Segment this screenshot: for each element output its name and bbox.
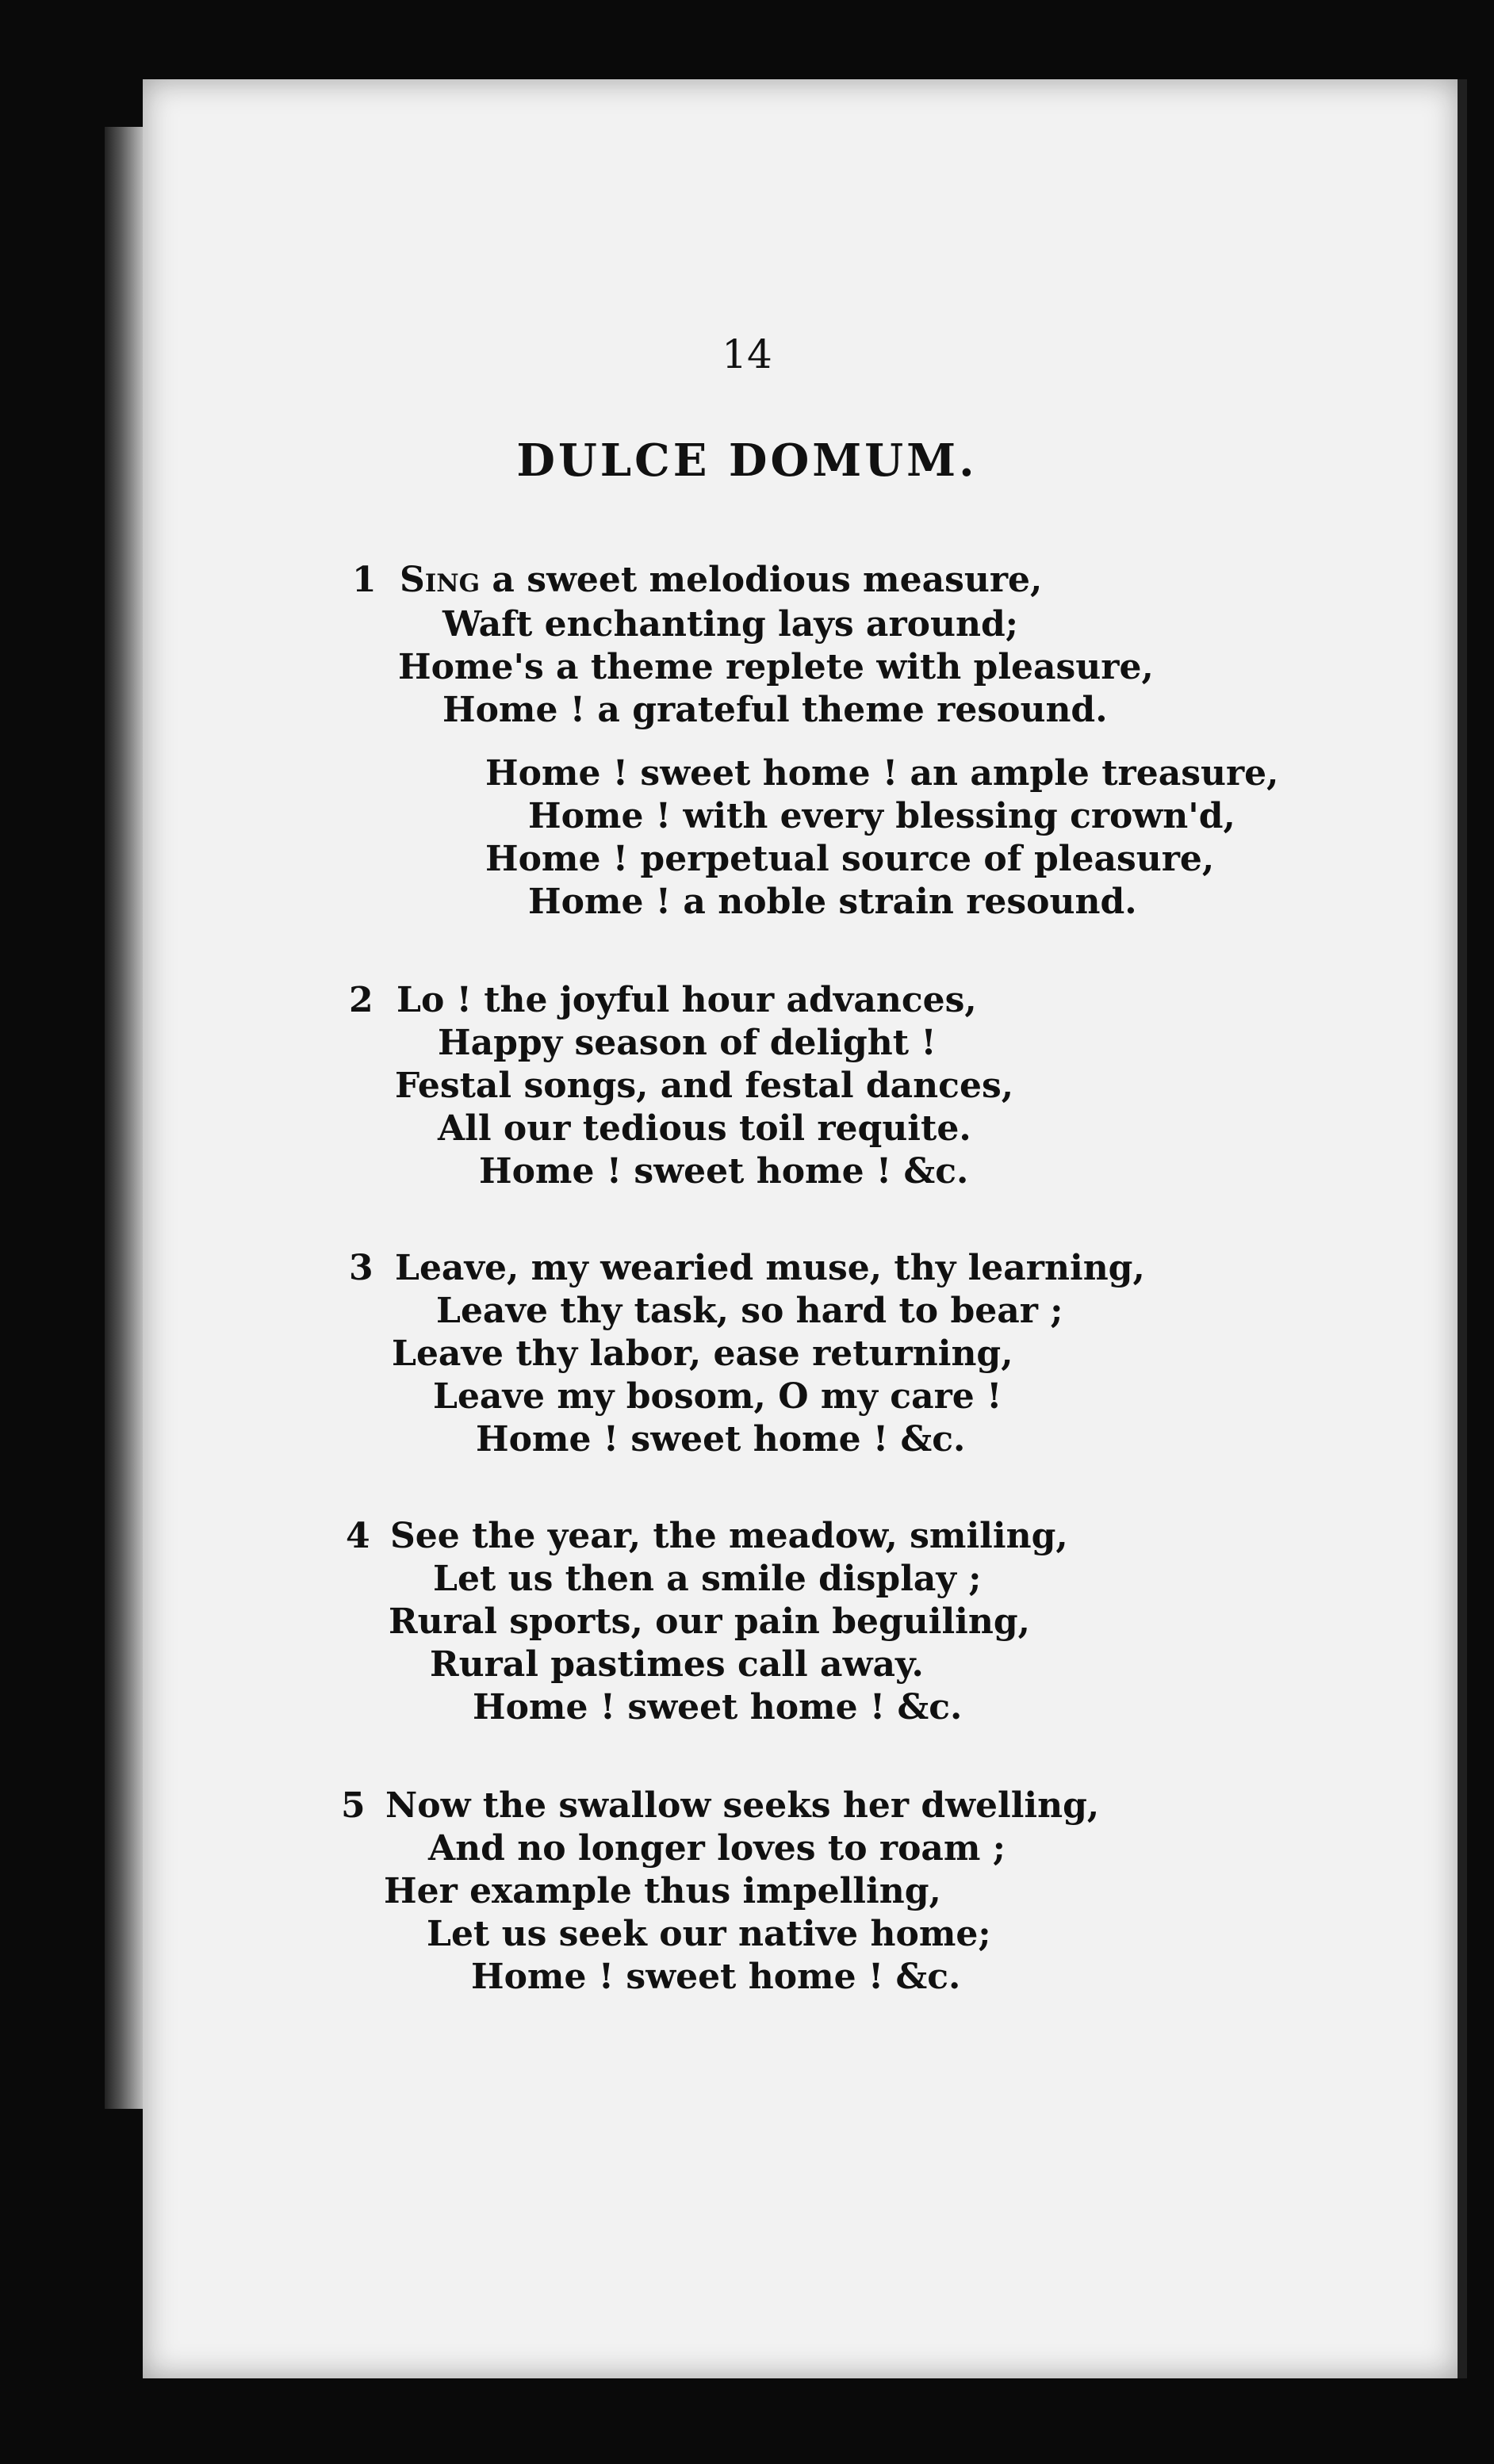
verse-line — [400, 560, 1042, 600]
verse-line: Home ! a grateful theme resound. — [442, 690, 1108, 730]
verse-line: All our tedious toil requite. — [438, 1108, 971, 1149]
verse-line: Happy season of delight ! — [438, 1023, 937, 1063]
verse-line: Her example thus impelling, — [384, 1871, 941, 1911]
verse-line: Leave, my wearied muse, thy learning, — [395, 1248, 1145, 1288]
verse-number: 2 — [349, 980, 374, 1020]
chorus-line: Home ! sweet home ! an ample treasure, — [485, 753, 1279, 794]
verse-number: 3 — [349, 1248, 374, 1288]
verse-refrain: Home ! sweet home ! &c. — [476, 1419, 966, 1460]
book-page — [143, 79, 1459, 2378]
verse-line: Rural pastimes call away. — [430, 1644, 924, 1685]
page-number: 14 — [722, 331, 772, 377]
verse-line: Home's a theme replete with pleasure, — [398, 647, 1154, 687]
verse-line: Now the swallow seeks her dwelling, — [385, 1785, 1100, 1826]
verse-refrain: Home ! sweet home ! &c. — [473, 1687, 963, 1727]
poem-title: DULCE DOMUM. — [516, 434, 978, 487]
verse-number: 1 — [352, 560, 377, 600]
verse-line: Leave my bosom, O my care ! — [433, 1376, 1002, 1417]
chorus-line: Home ! perpetual source of pleasure, — [485, 839, 1215, 879]
verse-line: Leave thy labor, ease returning, — [392, 1333, 1013, 1374]
chorus-line: Home ! a noble strain resound. — [528, 882, 1137, 922]
page-right-edge — [1458, 79, 1467, 2378]
verse-line: Waft enchanting lays around; — [442, 604, 1018, 645]
verse-line: Leave thy task, so hard to bear ; — [436, 1291, 1063, 1331]
verse-line: Rural sports, our pain beguiling, — [389, 1601, 1030, 1642]
verse-number: 5 — [341, 1785, 366, 1826]
verse-refrain: Home ! sweet home ! &c. — [471, 1957, 961, 1997]
verse-line: Let us seek our native home; — [427, 1914, 991, 1954]
verse-refrain: Home ! sweet home ! &c. — [479, 1151, 969, 1192]
verse-line: Let us then a smile display ; — [433, 1559, 982, 1599]
verse-line: And no longer loves to roam ; — [428, 1828, 1006, 1869]
verse-line: Lo ! the joyful hour advances, — [396, 980, 977, 1020]
page-binding-edge — [105, 127, 143, 2109]
verse-line-text: a sweet melodious measure, — [492, 560, 1043, 600]
verse-first-word: Sing — [400, 560, 481, 600]
chorus-line: Home ! with every blessing crown'd, — [528, 796, 1235, 836]
verse-number: 4 — [346, 1516, 370, 1556]
verse-line: Festal songs, and festal dances, — [395, 1066, 1014, 1106]
verse-line: See the year, the meadow, smiling, — [390, 1516, 1068, 1556]
